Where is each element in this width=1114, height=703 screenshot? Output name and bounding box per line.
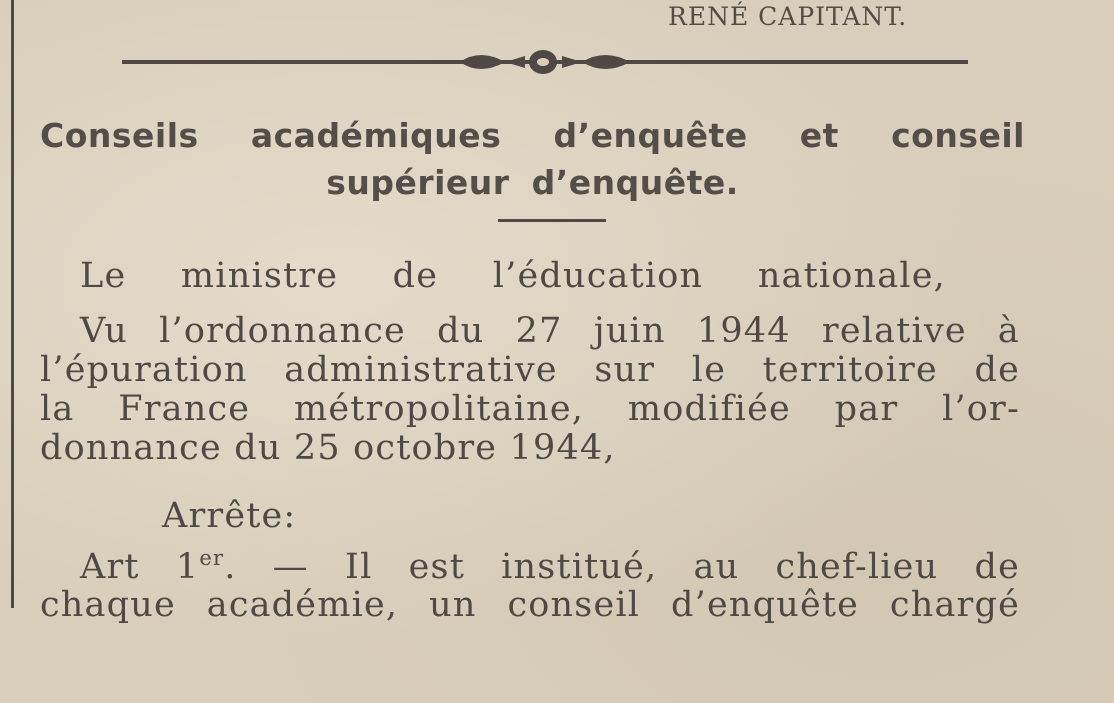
article-superscript: er xyxy=(199,546,225,570)
article-1-line-1 xyxy=(80,546,1020,587)
vu-line-4: donnance du 25 octobre 1944, xyxy=(40,428,616,468)
article-text: . — Il est institué, au chef-lieu de xyxy=(224,547,1021,587)
vu-line-1: Vu l’ordonnance du 27 juin 1944 relative à xyxy=(80,311,1020,351)
column-rule xyxy=(11,0,14,608)
arrete-line: Arrête: xyxy=(162,496,297,536)
heading-line-2: supérieur d’enquête. xyxy=(326,163,739,202)
heading-rule xyxy=(498,219,606,222)
minister-line: Le ministre de l’éducation nationale, xyxy=(80,256,946,296)
article-label: Art 1 xyxy=(80,547,200,587)
article-heading xyxy=(40,112,1025,206)
article-1-line-2: chaque académie, un conseil d’enquête chargé xyxy=(40,585,1020,625)
signature: RENÉ CAPITANT. xyxy=(668,2,908,31)
vu-line-2: l’épuration administrative sur le territoire de xyxy=(40,350,1020,390)
ornament-divider xyxy=(120,42,970,80)
heading-line-1: Conseils académiques d’enquête et conseil xyxy=(40,116,1025,155)
vu-line-3: la France métropolitaine, modifiée par l’or- xyxy=(40,389,1020,429)
